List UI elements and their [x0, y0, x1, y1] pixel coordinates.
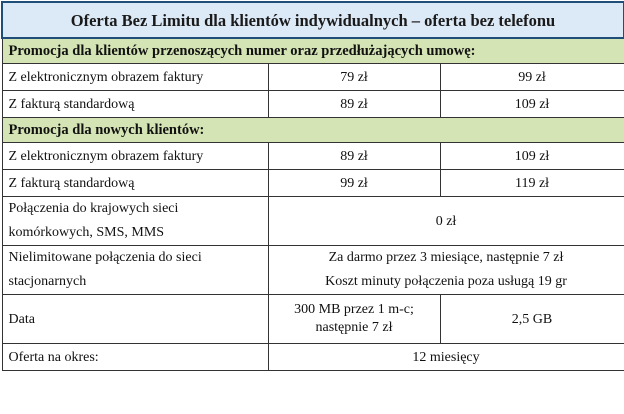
data-value-line: następnie 7 zł	[315, 320, 393, 335]
price-cell: 109 zł	[440, 91, 624, 118]
data-value-b: 2,5 GB	[440, 295, 624, 344]
price-cell: 109 zł	[440, 143, 624, 170]
landline-label-line: stacjonarnych	[8, 274, 87, 289]
price-cell: 99 zł	[268, 170, 440, 197]
price-cell: 119 zł	[440, 170, 624, 197]
landline-row	[2, 246, 624, 295]
offer-table	[1, 1, 624, 371]
row-label: Z fakturą standardową	[2, 91, 268, 118]
section-heading: Promocja dla nowych klientów:	[2, 118, 624, 143]
landline-value	[268, 246, 624, 295]
landline-value-line: Koszt minuty połączenia poza usługą 19 gr	[325, 274, 567, 289]
section-heading: Promocja dla klientów przenoszących numer oraz przedłużających umowę:	[2, 38, 624, 64]
price-cell: 99 zł	[440, 64, 624, 91]
price-cell: 89 zł	[268, 143, 440, 170]
row-label: Z fakturą standardową	[2, 170, 268, 197]
calls-label-line: Połączenia do krajowych sieci	[8, 201, 179, 216]
data-row	[2, 295, 624, 344]
landline-label	[2, 246, 268, 295]
calls-label-line: komórkowych, SMS, MMS	[8, 225, 165, 240]
calls-value: 0 zł	[268, 197, 624, 246]
title-row	[2, 2, 624, 38]
data-label: Data	[2, 295, 268, 344]
table-row	[2, 170, 624, 197]
section-heading-row	[2, 38, 624, 64]
row-label: Z elektronicznym obrazem faktury	[2, 64, 268, 91]
term-label: Oferta na okres:	[2, 344, 268, 371]
landline-value-line: Za darmo przez 3 miesiące, następnie 7 zł	[328, 250, 564, 265]
price-cell: 89 zł	[268, 91, 440, 118]
table-row	[2, 91, 624, 118]
calls-row	[2, 197, 624, 246]
price-cell: 79 zł	[268, 64, 440, 91]
table-row	[2, 64, 624, 91]
data-value-a	[268, 295, 440, 344]
calls-label	[2, 197, 268, 246]
row-label: Z elektronicznym obrazem faktury	[2, 143, 268, 170]
landline-label-line: Nielimitowane połączenia do sieci	[8, 250, 202, 265]
section-heading-row	[2, 118, 624, 143]
data-value-line: 300 MB przez 1 m-c;	[294, 302, 414, 317]
table-title: Oferta Bez Limitu dla klientów indywidualnych – oferta bez telefonu	[2, 2, 624, 38]
term-row	[2, 344, 624, 371]
table-row	[2, 143, 624, 170]
term-value: 12 miesięcy	[268, 344, 624, 371]
